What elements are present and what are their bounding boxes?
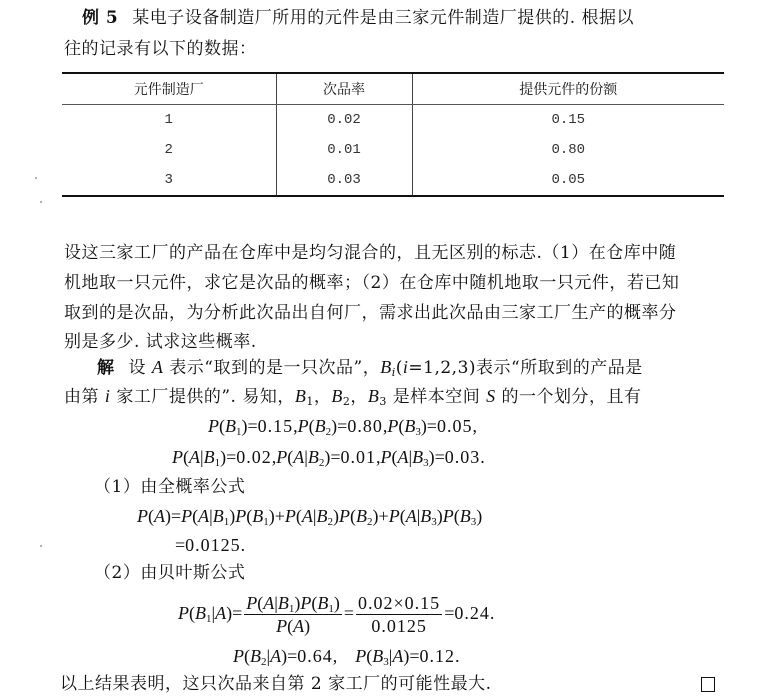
header-supply-share: 提供元件的份额 [412,73,724,105]
index-i: i [402,357,409,377]
header-factory: 元件制造厂 [62,73,276,105]
cell-factory: 3 [62,165,276,196]
problem-line-2: 机地取一只元件，求它是次品的概率；（2）在仓库中随机地取一只元件，若已知 [64,273,680,293]
subscript: i [391,366,396,379]
likelihood-b3: 0.03 [444,447,481,467]
problem-line-3: 取到的是次品，为分析此次品出自何厂，需求出此次品由三家工厂生产的概率分 [64,303,677,323]
bayes-formula: $P(B_1|A)=$ $\frac{P(A|B_1)P(B_1)}{P(A)}$ = $\frac{0.02\times 0.15}{0.0125}$ =0.24. [178,593,495,636]
data-table-container [62,72,724,197]
bayes-numeric-fraction [356,593,442,637]
conclusion: 以上结果表明，这只次品来自第 2 家工厂的可能性最大. [60,674,492,694]
total-probability-formula: $P(A)=P(A|B_1)P(B_1)+P(A|B_2)P(B_2)+P(A|B_3)P(B_3)$ [137,506,483,528]
part1-heading: （1）由全概率公式 [94,477,246,497]
index-i: i [104,386,111,406]
cell-defect-rate: 0.02 [276,105,412,136]
text: 的一个划分，且有 [501,387,642,407]
denominator: 0.0125 [371,616,427,636]
table-row [62,165,724,196]
table-row [62,105,724,136]
example-intro-line-2: 往的记录有以下的数据： [64,39,257,59]
cell-supply-share: 0.05 [412,165,724,196]
event-B: B [380,357,392,377]
total-probability-result: =0.0125. [175,535,246,555]
priors-equation: $P(B_1)=0.15,P(B_2)=0.80,P(B_3)=0.05$, [208,416,477,438]
cell-supply-share: 0.80 [412,135,724,165]
prior-b2: 0.80 [347,416,383,436]
example-intro-text: 某电子设备制造厂所用的元件是由三家元件制造厂提供的. 根据以 [132,8,635,28]
example-label: 例 5 [82,8,119,28]
text: =1,2,3)表示“所取到的产品是 [408,358,643,378]
prior-b1: 0.15 [257,416,294,436]
posterior-b3: 0.12 [419,646,456,666]
solution-line-2: 由第 i 家工厂提供的”. 易知，$B_1$，$B_2$，$B_3$ 是样本空间 S 的一个划分，且有 [64,386,642,408]
solution-line-1 [97,357,643,378]
sample-space-S: S [486,386,496,406]
likelihood-b2: 0.01 [340,447,377,467]
table-row [62,135,724,165]
problem-line-4: 别是多少. 试求这些概率. [64,332,257,352]
text: 是样本空间 [392,387,481,407]
prior-b3: 0.05 [436,416,473,436]
part2-heading: （2）由贝叶斯公式 [94,563,246,583]
cell-factory: 1 [164,112,173,128]
example-intro-line-1 [82,8,634,28]
text: 表示“取到的是一只次品”， [169,358,381,378]
posterior-b2: 0.64 [297,646,333,666]
cell-defect-rate: 0.03 [276,165,412,196]
scan-speck [40,545,42,547]
numerator: 0.02×0.15 [358,593,441,613]
posteriors-b2-b3: $P(B_2|A)=0.64$, $P(B_3|A)=0.12$. [233,646,460,668]
scan-speck [40,201,42,203]
cell-defect-rate: 0.01 [276,135,412,165]
table-header-row [62,73,724,105]
text: ( [395,358,403,378]
header-defect-rate: 次品率 [276,73,412,105]
cell-factory: 2 [164,142,173,158]
likelihoods-equation: $P(A|B_1)=0.02,P(A|B_2)=0.01,P(A|B_3)=0.03$. [172,447,485,469]
text: 由第 [64,387,99,407]
bayes-fraction: $\frac{P(A|B_1)P(B_1)}{P(A)}$ [246,593,340,636]
posterior-b1: 0.24 [454,603,490,624]
problem-line-1: 设这三家工厂的产品在仓库中是均匀混合的，且无区别的标志.（1）在仓库中随 [64,243,677,263]
factory-data-table [62,72,724,197]
scan-speck [35,177,37,179]
qed-box-icon [701,677,715,692]
text: 家工厂提供的”. 易知， [116,387,295,407]
pa-result: 0.0125 [185,535,241,555]
solution-label: 解 [97,358,115,378]
event-A: A [151,357,164,377]
likelihood-b1: 0.02 [236,447,272,467]
text: 设 [128,358,146,378]
cell-supply-share: 0.15 [412,105,724,136]
